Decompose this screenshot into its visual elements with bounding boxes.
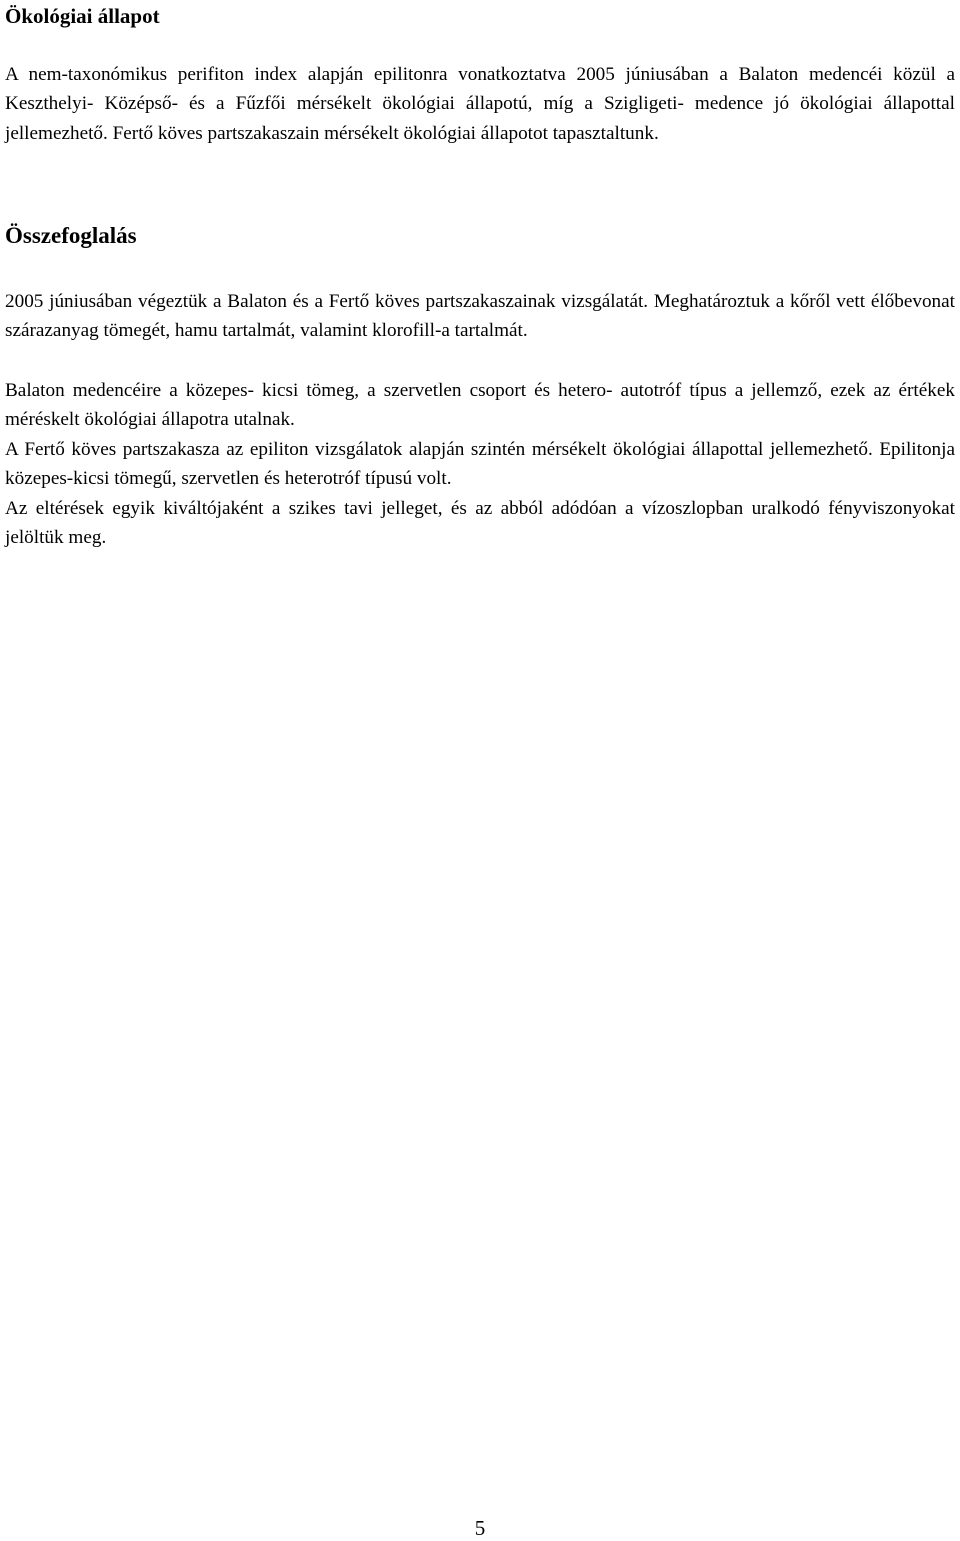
- ecological-status-paragraph: A nem-taxonómikus perifiton index alapján epilitonra vonatkoztatva 2005 júniusában a Balaton medencéi közül a Keszthelyi- Középső- és a Fűzfői mérsékelt ökológiai állapotú, míg a Szigligeti- medence jó ökológiai állapottal jellemezhető. Fertő köves partszakaszain mérsékelt ökológiai állapotot tapasztaltunk.: [5, 64, 955, 144]
- section-title-okologiai-allapot: Ökológiai állapot: [5, 4, 160, 28]
- summary-paragraph-1: 2005 júniusában végeztük a Balaton és a Fertő köves partszakaszainak vizsgálatát. Meghatároztuk a kőről vett élőbevonat szárazanyag tömegét, hamu tartalmát, valamint klorofill-a tartalmát.: [5, 291, 955, 342]
- summary-paragraph-4: Az eltérések egyik kiváltójaként a szikes tavi jelleget, és az abból adódóan a vízoszlopban uralkodó fényviszonyokat jelöltük meg.: [5, 498, 955, 549]
- summary-paragraph-2: Balaton medencéire a közepes- kicsi tömeg, a szervetlen csoport és hetero- autotróf típus a jellemző, ezek az értékek méréskelt ökológiai állapotra utalnak.: [5, 380, 955, 431]
- page-number: 5: [474, 1516, 486, 1540]
- section-title-osszefoglalas: Összefoglalás: [5, 223, 137, 248]
- summary-paragraph-3: A Fertő köves partszakasza az epiliton vizsgálatok alapján szintén mérsékelt ökológiai állapottal jellemezhető. Epilitonja közepes-kicsi tömegű, szervetlen és heterotróf típusú volt.: [5, 439, 955, 490]
